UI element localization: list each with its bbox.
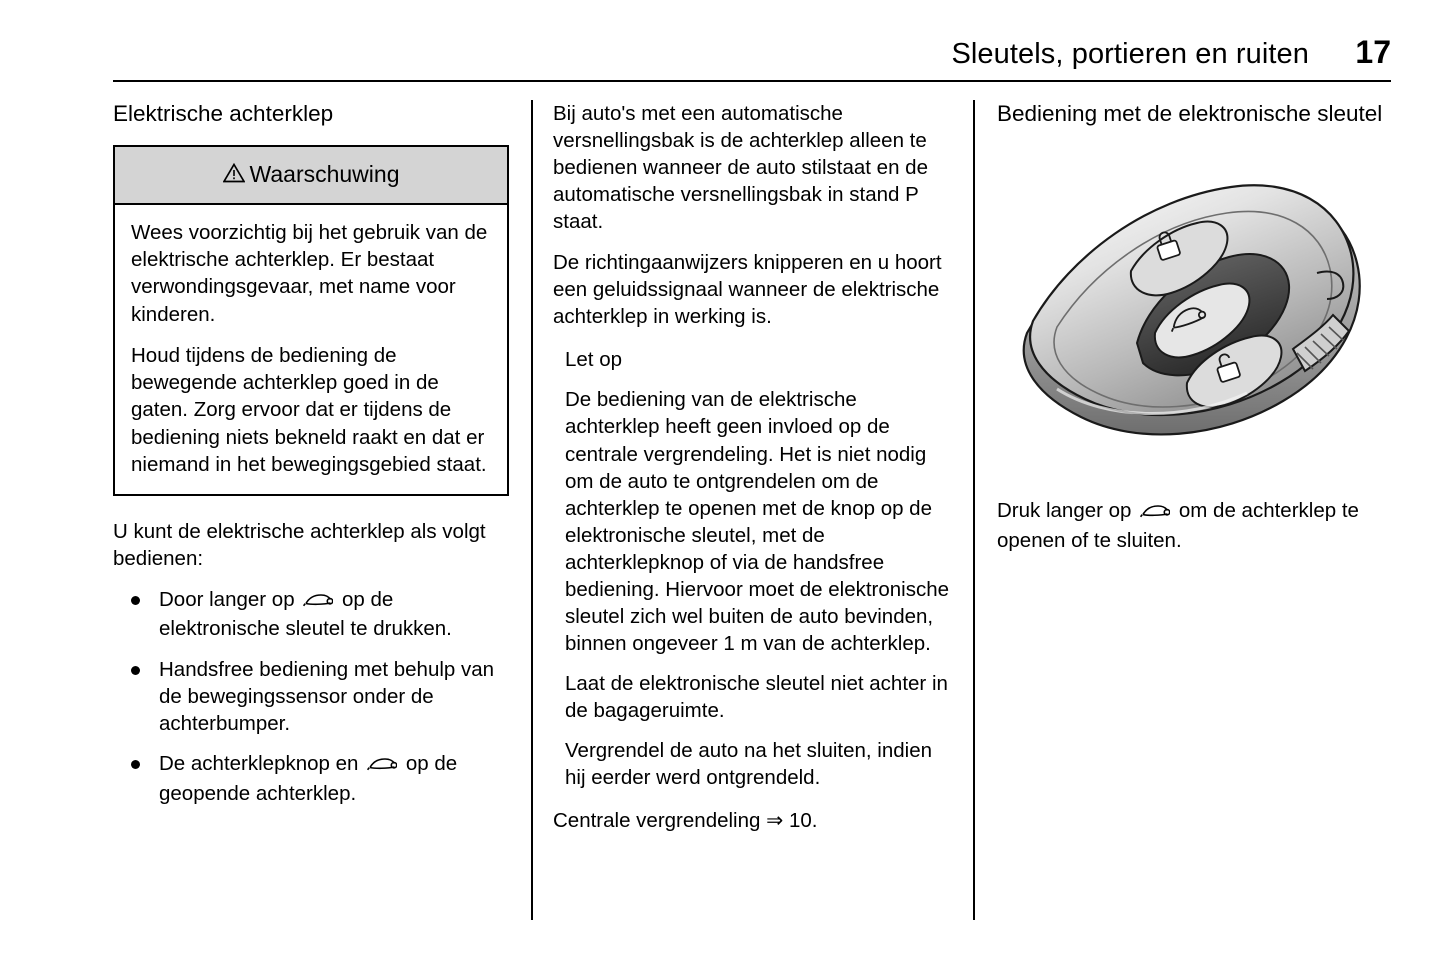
intro-paragraph: U kunt de elektrische achterklep als volgt bedienen: xyxy=(113,520,486,571)
warning-box-body xyxy=(115,205,507,494)
cross-reference-arrow-icon: ⇒ xyxy=(766,809,784,833)
section-title-key-operation: Bediening met de elektronische sleutel xyxy=(997,101,1383,126)
warning-paragraph-2: Houd tijdens de bediening de bewegende achterklep goed in de gaten. Zorg ervoor dat er tijdens de bediening niets bekneld raakt en dat er niemand in het bewegingsgebied staat. xyxy=(131,343,487,476)
note-block xyxy=(565,346,953,791)
section-title-electric-tailgate: Elektrische achterklep xyxy=(113,101,334,126)
column-divider-2 xyxy=(973,100,975,920)
page-header xyxy=(113,34,1391,71)
electronic-key-fob-illustration xyxy=(997,145,1393,475)
operation-bullet-list xyxy=(113,586,513,807)
paragraph-indicators: De richtingaanwijzers knipperen en u hoort een geluidssignaal wanneer de elektrische achterklep in werking is. xyxy=(553,251,942,329)
bullet-text-2: Handsfree bediening met behulp van de bewegingssensor onder de achterbumper. xyxy=(159,657,495,736)
warning-box xyxy=(113,145,509,496)
list-item xyxy=(113,586,513,643)
header-divider xyxy=(113,80,1391,82)
bullet-text-after-1: op de elektronische sleutel te drukken. xyxy=(159,588,452,641)
note-paragraph-3: Vergrendel de auto na het sluiten, indien hij eerder werd ontgrendeld. xyxy=(565,738,932,790)
page-title: Sleutels, portieren en ruiten xyxy=(951,38,1309,70)
tailgate-icon xyxy=(367,752,397,779)
warning-triangle-icon xyxy=(223,160,245,190)
cross-reference xyxy=(553,807,953,834)
note-title: Let op xyxy=(565,348,622,372)
caption-text-before: Druk langer op xyxy=(997,499,1138,523)
column-three xyxy=(997,100,1395,554)
warning-box-header xyxy=(115,147,507,204)
tailgate-icon xyxy=(303,588,333,615)
tailgate-icon xyxy=(1140,499,1170,526)
caption-text-after: om de achterklep te openen of te sluiten. xyxy=(997,499,1359,552)
cross-reference-text: Centrale vergrendeling xyxy=(553,809,761,833)
column-one xyxy=(113,100,513,820)
figure-caption xyxy=(997,497,1395,554)
column-two xyxy=(553,100,953,848)
warning-paragraph-1: Wees voorzichtig bij het gebruik van de elektrische achterklep. Er bestaat verwondingsgevaar, met name voor kinderen. xyxy=(131,220,488,326)
column-divider-1 xyxy=(531,100,533,920)
bullet-text-after-3: op de geopende achterklep. xyxy=(159,752,458,805)
bullet-text-before-1: Door langer op xyxy=(159,588,301,612)
cross-reference-page: 10. xyxy=(789,809,818,833)
page-number: 17 xyxy=(1355,34,1391,70)
list-item xyxy=(113,656,513,738)
note-paragraph-2: Laat de elektronische sleutel niet achter in de bagageruimte. xyxy=(565,671,948,722)
warning-heading-text: Waarschuwing xyxy=(249,161,400,188)
paragraph-automatic-gearbox: Bij auto's met een automatische versnellingsbak is de achterklep alleen te bedienen wanneer de auto stilstaat en de automatische versnellingsbak in stand P staat. xyxy=(553,102,928,234)
list-item xyxy=(113,750,513,807)
note-paragraph-1: De bediening van de elektrische achterklep heeft geen invloed op de centrale vergrendeling. Het is niet nodig om de auto te ontgrendelen om de achterklep te openen met de knop op de elektronische sleutel, met de achterklepknop of via de handsfree bediening. Hiervoor moet de elektronische sleutel zich wel buiten de auto bevinden, binnen ongeveer 1 m van de achterklep. xyxy=(565,388,950,655)
bullet-text-before-3: De achterklepknop en xyxy=(159,752,365,776)
